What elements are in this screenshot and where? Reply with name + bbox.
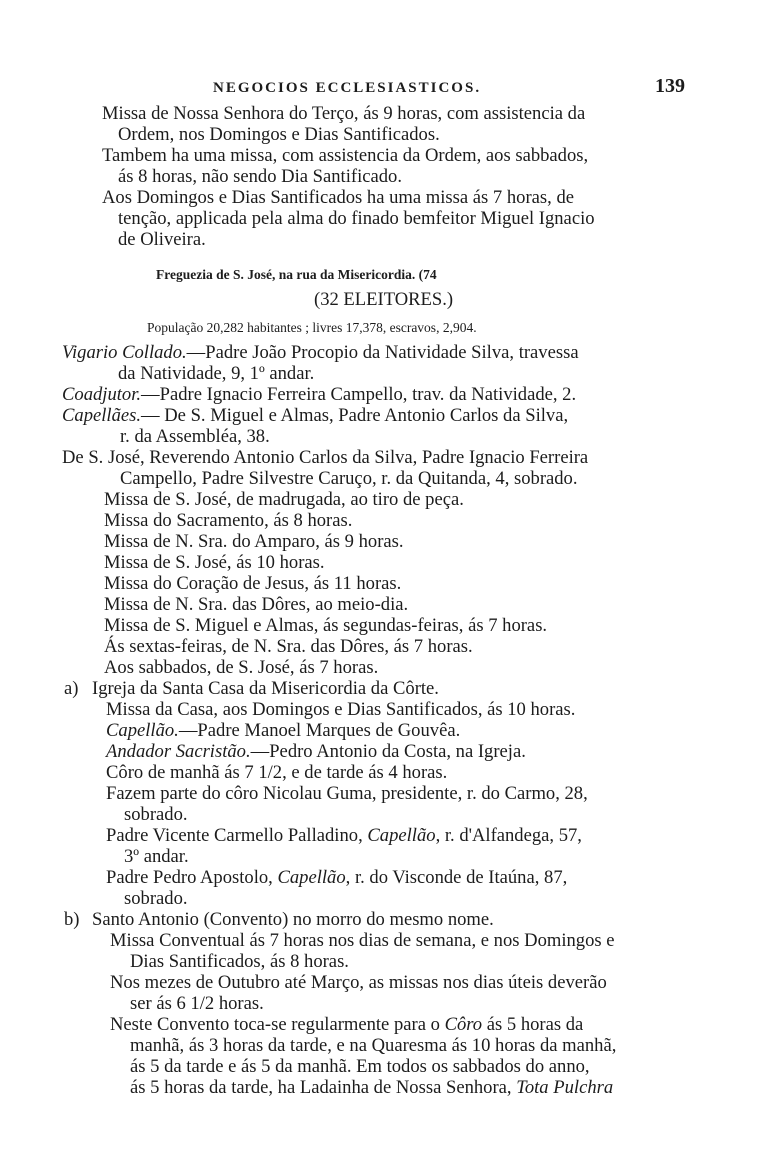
- andador-label: Andador Sacristão.: [106, 741, 251, 762]
- capellao-title: Capellão: [367, 825, 436, 846]
- text-line: Missa da Casa, aos Domingos e Dias Santificados, ás 10 horas.: [106, 699, 576, 720]
- text-line: Campello, Padre Silvestre Caruço, r. da Quitanda, 4, sobrado.: [120, 468, 578, 489]
- pedro-entry: [106, 868, 567, 888]
- andador-text: —Pedro Antonio da Costa, na Igreja.: [250, 741, 526, 762]
- text-line: de Oliveira.: [118, 229, 206, 250]
- pedro-address: , r. do Visconde de Itaúna, 87,: [345, 867, 568, 888]
- text-line: 3º andar.: [124, 846, 189, 867]
- missa-item: Missa do Sacramento, ás 8 horas.: [104, 510, 353, 531]
- tota-pulchra: Tota Pulchra: [516, 1077, 614, 1098]
- capellaes-entry: [62, 406, 568, 426]
- text-line: Missa Conventual ás 7 horas nos dias de semana, e nos Domingos e: [110, 930, 615, 951]
- missa-item: Missa de N. Sra. do Amparo, ás 9 horas.: [104, 531, 404, 552]
- text-line: Tambem ha uma missa, com assistencia da Ordem, aos sabbados,: [102, 145, 589, 166]
- vigario-label: Vigario Collado.: [62, 342, 187, 363]
- text-line: tenção, applicada pela alma do finado bemfeitor Miguel Ignacio: [118, 208, 595, 229]
- coadjutor-text: —Padre Ignacio Ferreira Campello, trav. da Natividade, 2.: [141, 384, 577, 405]
- text-line: r. da Assembléa, 38.: [120, 426, 270, 447]
- capellao-label: Capellão.: [106, 720, 179, 741]
- vigario-entry: [62, 343, 579, 363]
- eleitores-count: (32 ELEITORES.): [314, 289, 454, 310]
- santo-antonio-title: Santo Antonio (Convento) no morro do mesmo nome.: [92, 909, 494, 930]
- vicente-address: , r. d'Alfandega, 57,: [435, 825, 582, 846]
- vicente-name: Padre Vicente Carmello Palladino,: [106, 825, 368, 846]
- missa-item: Missa de S. José, de madrugada, ao tiro de peça.: [104, 489, 464, 510]
- missa-item: Missa de N. Sra. das Dôres, ao meio-dia.: [104, 594, 409, 615]
- text-line: sobrado.: [124, 804, 188, 825]
- section-heading: Freguezia de S. José, na rua da Misericordia. (74: [156, 267, 437, 282]
- text-line: sobrado.: [124, 888, 188, 909]
- missa-item: Aos sabbados, de S. José, ás 7 horas.: [104, 657, 379, 678]
- vigario-text: —Padre João Procopio da Natividade Silva, travessa: [186, 342, 579, 363]
- text-line: manhã, ás 3 horas da tarde, e na Quaresma ás 10 horas da manhã,: [130, 1035, 617, 1056]
- pedro-name: Padre Pedro Apostolo,: [106, 867, 278, 888]
- santa-casa-title: Igreja da Santa Casa da Misericordia da Côrte.: [92, 678, 439, 699]
- vicente-entry: [106, 826, 582, 846]
- list-marker-a: a): [64, 678, 79, 699]
- text-line: ás 5 da tarde e ás 5 da manhã. Em todos os sabbados do anno,: [130, 1056, 590, 1077]
- text-line: Aos Domingos e Dias Santificados ha uma missa ás 7 horas, de: [102, 187, 574, 208]
- text-line: [130, 1078, 613, 1098]
- coadjutor-entry: [62, 385, 576, 405]
- text-span: ás 5 horas da tarde, ha Ladainha de Nossa Senhora,: [130, 1077, 517, 1098]
- text-span: ás 5 horas da: [482, 1014, 584, 1035]
- text-line: Fazem parte do côro Nicolau Guma, presidente, r. do Carmo, 28,: [106, 783, 588, 804]
- missa-item: Missa de S. Miguel e Almas, ás segundas-feiras, ás 7 horas.: [104, 615, 548, 636]
- capellao-title: Capellão: [277, 867, 346, 888]
- text-line: Ordem, nos Domingos e Dias Santificados.: [118, 124, 440, 145]
- text-line: Nos mezes de Outubro até Março, as missas nos dias úteis deverão: [110, 972, 607, 993]
- missa-item: Missa de S. José, ás 10 horas.: [104, 552, 325, 573]
- text-line: ás 8 horas, não sendo Dia Santificado.: [118, 166, 402, 187]
- text-span: Neste Convento toca-se regularmente para o: [110, 1014, 445, 1035]
- coro-word: Côro: [444, 1014, 483, 1035]
- coadjutor-label: Coadjutor.: [62, 384, 142, 405]
- text-line: Côro de manhã ás 7 1/2, e de tarde ás 4 horas.: [106, 762, 448, 783]
- capellaes-text: — De S. Miguel e Almas, Padre Antonio Carlos da Silva,: [141, 405, 569, 426]
- missa-item: Ás sextas-feiras, de N. Sra. das Dôres, ás 7 horas.: [104, 636, 473, 657]
- text-line: da Natividade, 9, 1º andar.: [118, 363, 315, 384]
- text-line: [110, 1015, 583, 1035]
- text-line: Dias Santificados, ás 8 horas.: [130, 951, 349, 972]
- andador-entry: [106, 742, 526, 762]
- capellao-text: —Padre Manoel Marques de Gouvêa.: [178, 720, 461, 741]
- population-line: População 20,282 habitantes ; livres 17,378, escravos, 2,904.: [147, 320, 477, 335]
- running-header-title: NEGOCIOS ECCLESIASTICOS.: [213, 80, 482, 96]
- text-line: ser ás 6 1/2 horas.: [130, 993, 264, 1014]
- missa-item: Missa do Coração de Jesus, ás 11 horas.: [104, 573, 402, 594]
- text-line: De S. José, Reverendo Antonio Carlos da Silva, Padre Ignacio Ferreira: [62, 447, 589, 468]
- text-line: Missa de Nossa Senhora do Terço, ás 9 horas, com assistencia da: [102, 103, 586, 124]
- capellao-entry: [106, 721, 460, 741]
- capellaes-label: Capellães.: [62, 405, 142, 426]
- page-number: 139: [655, 75, 685, 97]
- list-marker-b: b): [64, 909, 80, 930]
